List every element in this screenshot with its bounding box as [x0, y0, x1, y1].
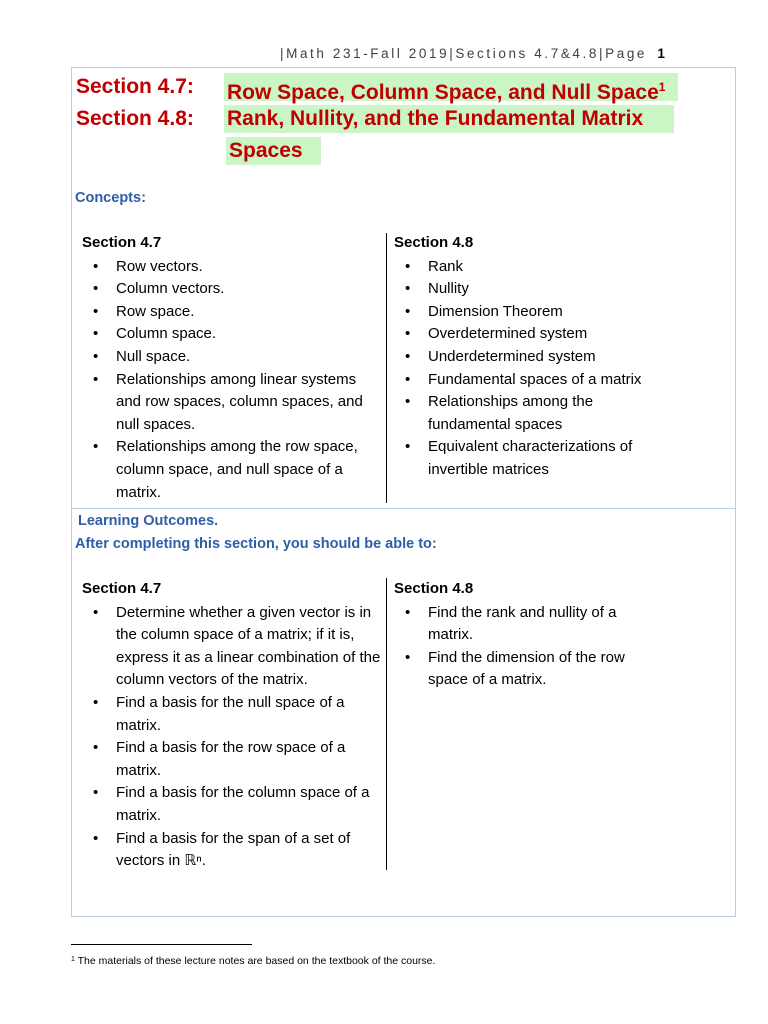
list-item: • Find a basis for the null space of a matrix.: [82, 692, 382, 737]
list-item: • Find a basis for the row space of a matrix.: [82, 737, 382, 782]
list-item: • Fundamental spaces of a matrix: [394, 369, 694, 392]
footnote-mark: 1: [658, 80, 666, 94]
list-item: • Column space.: [82, 323, 382, 346]
outcomes-right-list: [394, 602, 654, 692]
title-label-4-8: Section 4.8:: [76, 107, 194, 130]
list-item: • Determine whether a given vector is in the column space of a matrix; if it is, express it as a linear combination of the column vectors of the matrix.: [82, 602, 382, 692]
list-item: • Rank: [394, 256, 694, 279]
list-item: • Row space.: [82, 301, 382, 324]
list-item: • Null space.: [82, 346, 382, 369]
outcomes-subheading: After completing this section, you should be able to:: [75, 536, 437, 552]
list-item: • Relationships among linear systems and row spaces, column spaces, and null spaces.: [82, 369, 382, 437]
outcomes-right-heading: Section 4.8: [394, 580, 474, 597]
section-divider: [71, 508, 736, 509]
concepts-column-divider: [386, 233, 387, 503]
concepts-left-column: [82, 232, 382, 504]
footnote: [71, 955, 435, 967]
list-item: • Find the rank and nullity of a matrix.: [394, 602, 648, 647]
footnote-rule: [71, 944, 252, 945]
list-item: • Column vectors.: [82, 278, 382, 301]
outcomes-right-column: [394, 578, 654, 692]
title-4-8: Rank, Nullity, and the Fundamental Matrix: [227, 107, 644, 130]
outcomes-heading: Learning Outcomes.: [78, 513, 219, 529]
title-4-7: Row Space, Column Space, and Null Space: [227, 81, 659, 104]
list-item: • Underdetermined system: [394, 346, 694, 369]
list-item: • Equivalent characterizations of invertible matrices: [394, 436, 690, 481]
page-number: 1: [657, 46, 665, 61]
outcomes-column-divider: [386, 578, 387, 870]
title-label-4-7: Section 4.7:: [76, 75, 194, 98]
outcomes-left-heading: Section 4.7: [82, 580, 162, 597]
footnote-mark: 1: [71, 956, 75, 963]
title-4-8-cont: Spaces: [229, 139, 303, 162]
list-item: • Relationships among the fundamental spaces: [394, 391, 658, 436]
title-highlight-3: [226, 137, 321, 165]
concepts-right-list: [394, 256, 694, 482]
concepts-left-heading: Section 4.7: [82, 234, 162, 251]
title-highlight-1: [224, 73, 678, 104]
outcomes-left-list: [82, 602, 382, 873]
list-item: • Overdetermined system: [394, 323, 694, 346]
list-item: • Find a basis for the span of a set of vectors in ℝⁿ.: [82, 828, 382, 873]
list-item: • Find the dimension of the row space of a matrix.: [394, 647, 658, 692]
list-item: • Find a basis for the column space of a matrix.: [82, 782, 382, 827]
concepts-right-column: [394, 232, 694, 482]
list-item: • Nullity: [394, 278, 694, 301]
header-text: |Math 231-Fall 2019|Sections 4.7&4.8|Page: [280, 46, 648, 61]
list-item: • Dimension Theorem: [394, 301, 694, 324]
concepts-right-heading: Section 4.8: [394, 234, 474, 251]
list-item: • Row vectors.: [82, 256, 382, 279]
outcomes-left-column: [82, 578, 382, 873]
list-item: • Relationships among the row space, column space, and null space of a matrix.: [82, 436, 382, 504]
footnote-text: The materials of these lecture notes are based on the textbook of the course.: [77, 955, 436, 967]
concepts-heading: Concepts:: [75, 190, 146, 206]
title-highlight-2: [224, 105, 674, 133]
page-header: [280, 46, 710, 61]
concepts-left-list: [82, 256, 382, 505]
